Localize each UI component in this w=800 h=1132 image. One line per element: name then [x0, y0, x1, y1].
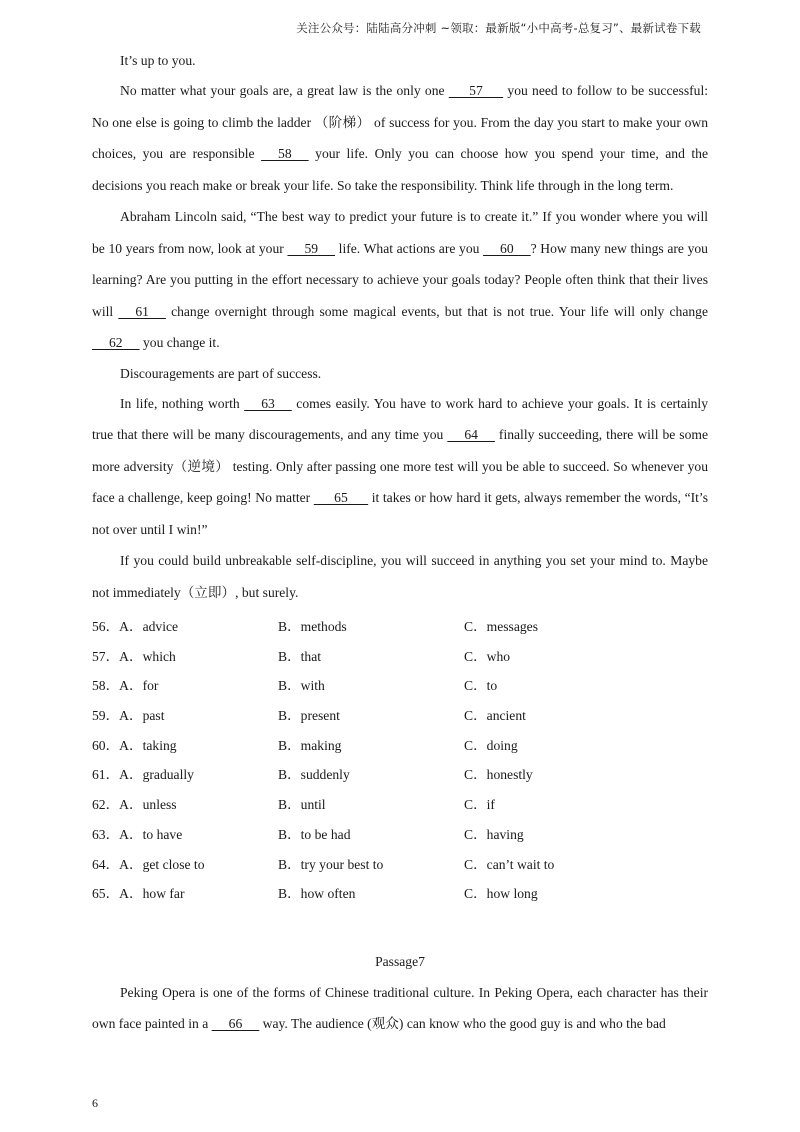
text-run: Discouragements are part of success.	[120, 365, 322, 381]
paragraph	[92, 545, 708, 608]
option-a: 56．A．advice	[92, 619, 179, 634]
option-c: C．ancient	[464, 708, 526, 724]
paragraph	[92, 388, 708, 546]
question-row	[92, 671, 708, 701]
answer-blank: 59	[287, 240, 336, 256]
paragraph	[92, 201, 708, 359]
section-heading	[92, 359, 708, 388]
text-run: In life, nothing worth	[120, 395, 245, 411]
passage7-paragraph	[92, 977, 708, 1040]
question-row	[92, 760, 708, 790]
option-c: C．if	[464, 797, 495, 813]
text-run: comes easily. You have to work hard to achieve your goals. It is certainly true that there will be many discouragements, and any time you	[92, 395, 708, 442]
text-run: you need to follow to be successful: No one else is going to climb the ladder （阶梯） of success for you. From the day you start to make your own choices, you are responsible	[92, 83, 708, 161]
paragraph	[92, 75, 708, 201]
passage-text	[92, 46, 708, 608]
question-row	[92, 790, 708, 820]
section-heading	[92, 46, 708, 75]
text-run: It’s up to you.	[120, 53, 196, 68]
text-run: you change it.	[139, 335, 220, 350]
option-c: C．messages	[464, 619, 539, 634]
text-run: Abraham Lincoln said, “The best way to predict your future is to create it.” If you wonder where you will be 10 years from now, look at your	[92, 209, 708, 256]
text-run: If you could build unbreakable self-discipline, you will succeed in anything you set your mind to. Maybe not immediately（立即）, but surely.	[92, 553, 708, 600]
page-header: 关注公众号：陆陆高分冲刺 ~领取：最新版“小中高考-总复习”、最新试卷下载	[296, 21, 701, 35]
text-run: Peking Opera is one of the forms of Chinese traditional culture. In Peking Opera, each character has their own face painted in a	[92, 984, 708, 1032]
option-c: C．honestly	[464, 767, 533, 783]
question-row	[92, 731, 708, 761]
answer-blank: 64	[447, 427, 495, 442]
answer-blank: 66	[211, 1016, 260, 1032]
document-body	[92, 46, 708, 1040]
option-b: B．try your best to	[278, 856, 384, 872]
option-a: 62．A．unless	[92, 797, 177, 813]
option-c: C．how long	[464, 886, 538, 902]
answer-blank: 60	[483, 240, 531, 256]
text-run: No matter what your goals are, a great law is the only one	[120, 83, 449, 98]
text-run: finally succeeding, there will be some more adversity（逆境） testing. Only after passing one more test will you be able to succeed. So whenever you face a challenge, keep going! No matter	[92, 427, 708, 505]
option-c: C．doing	[464, 737, 518, 753]
option-c: C．having	[464, 826, 524, 842]
text-run: change overnight through some magical events, but that is not true. Your life will only change	[165, 303, 708, 319]
option-a: 57．A．which	[92, 648, 176, 664]
answer-blank: 63	[244, 395, 292, 411]
text-run: way. The audience (观众) can know who the good guy is and who the bad	[259, 1016, 666, 1032]
question-row	[92, 879, 708, 909]
option-b: B．to be had	[278, 826, 351, 842]
option-a: 65．A．how far	[92, 886, 185, 902]
answer-blank: 65	[313, 490, 369, 505]
answer-blank: 57	[448, 83, 504, 98]
answer-blank: 62	[92, 335, 140, 350]
option-b: B．with	[278, 678, 325, 694]
option-a: 63．A．to have	[92, 826, 183, 842]
passage-title: Passage7	[375, 953, 425, 969]
option-b: B．until	[278, 797, 326, 813]
option-b: B．present	[278, 708, 340, 724]
question-row	[92, 820, 708, 850]
option-a: 64．A．get close to	[92, 856, 205, 872]
question-row	[92, 612, 708, 642]
text-run: it takes or how hard it gets, always remember the words, “It’s not over until I win!”	[92, 490, 708, 537]
text-run: your life. Only you can choose how you spend your time, and the decisions you reach make or break your life. So take the responsibility. Think life through in the long term.	[92, 146, 708, 193]
option-a: 60．A．taking	[92, 737, 177, 753]
option-c: C．who	[464, 648, 511, 664]
option-a: 59．A．past	[92, 708, 165, 724]
text-run: life. What actions are you	[335, 240, 484, 256]
option-a: 61．A．gradually	[92, 767, 194, 783]
option-b: B．making	[278, 737, 342, 753]
answer-blank: 58	[261, 146, 309, 161]
option-b: B．that	[278, 648, 322, 664]
question-row	[92, 850, 708, 880]
answer-options	[92, 612, 708, 909]
option-a: 58．A．for	[92, 678, 159, 694]
answer-blank: 61	[118, 303, 166, 319]
page-number: 6	[92, 1096, 98, 1110]
option-b: B．methods	[278, 619, 347, 634]
question-row	[92, 701, 708, 731]
text-run: ? How many new things are you learning? Are you putting in the effort necessary to achieve your goals today? People often think that their lives will	[92, 240, 708, 319]
option-c: C．can’t wait to	[464, 856, 555, 872]
question-row	[92, 642, 708, 672]
option-b: B．how often	[278, 886, 356, 902]
option-c: C．to	[464, 678, 498, 694]
option-b: B．suddenly	[278, 767, 350, 783]
